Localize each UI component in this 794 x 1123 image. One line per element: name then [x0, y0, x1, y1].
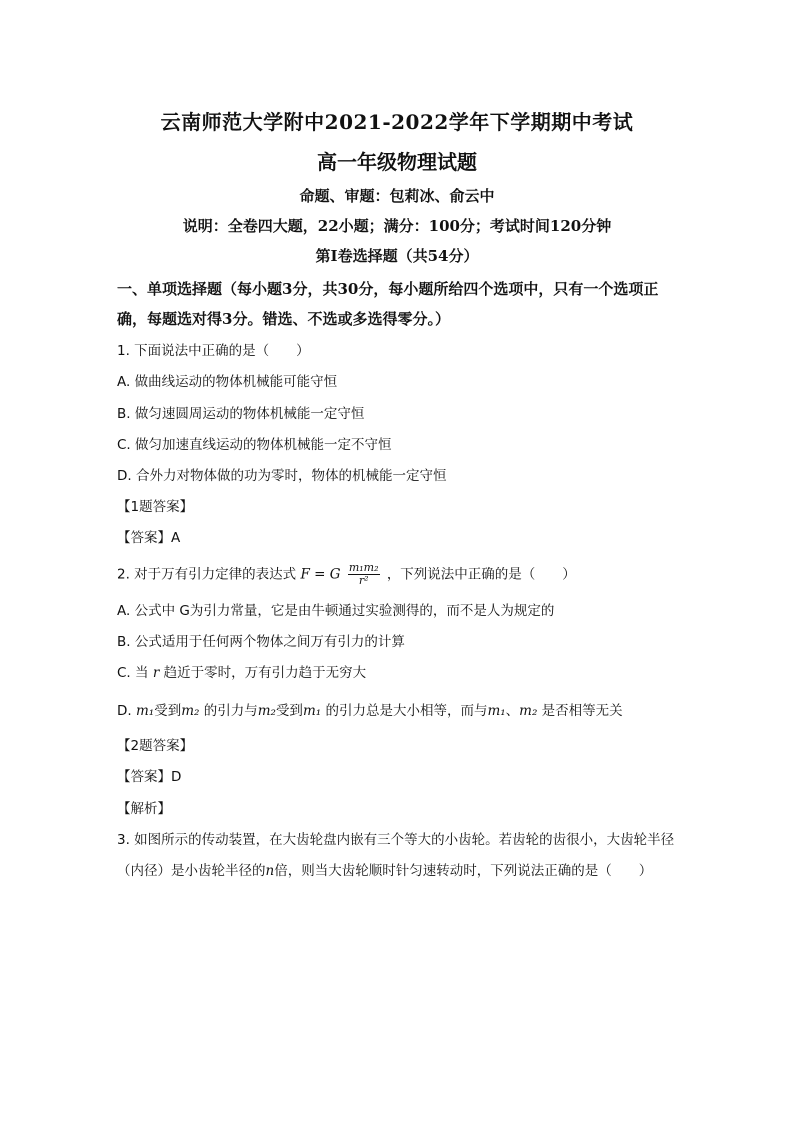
q2-answer: 【答案】D: [117, 769, 182, 785]
q2-d-m2c: m₂: [519, 703, 538, 719]
q2-d-part4: 受到: [275, 703, 303, 719]
q2-formula-lhs: F: [300, 566, 310, 583]
q2-d-part3: 的引力与: [199, 703, 258, 719]
q2-option-c-suffix: 趋近于零时，万有引力趋于无穷大: [159, 665, 367, 681]
section-heading-line2: 确，每题选对得3分。错选、不选或多选得零分。）: [117, 310, 450, 328]
q2-stem-prefix: 2. 对于万有引力定律的表达式: [117, 566, 297, 583]
q2-d-part1: D.: [117, 703, 136, 719]
q2-d-m2: m₂: [181, 703, 200, 719]
q2-d-part2: 受到: [154, 703, 182, 719]
exam-authors: 命题、审题：包莉冰、俞云中: [299, 187, 495, 205]
q2-formula-denominator: r²: [358, 574, 369, 587]
q3-line2-suffix: 倍，则当大齿轮顺时针匀速转动时，下列说法正确的是（ ）: [274, 863, 653, 879]
q1-option-b: B. 做匀速圆周运动的物体机械能一定守恒: [117, 406, 365, 422]
q1-answer-tag: 【1题答案】: [117, 499, 194, 515]
q2-formula-fraction: [348, 562, 380, 587]
q2-option-b: B. 公式适用于任何两个物体之间万有引力的计算: [117, 634, 405, 650]
q2-option-c-prefix: C. 当: [117, 665, 153, 681]
q2-option-c-var: r: [152, 665, 160, 681]
q2-d-m1: m₁: [135, 703, 155, 719]
q1-option-d: D. 合外力对物体做的功为零时，物体的机械能一定守恒: [117, 468, 447, 484]
q3-line2-var: n: [265, 863, 275, 879]
q2-analysis: 【解析】: [117, 801, 171, 817]
q2-d-m2b: m₂: [257, 703, 276, 719]
q2-d-part5: 的引力总是大小相等，而与: [321, 703, 488, 719]
q1-answer: 【答案】A: [117, 530, 181, 546]
section-heading-line1: 一、单项选择题（每小题3分，共30分，每小题所给四个选项中，只有一个选项正: [117, 280, 659, 298]
q3-line2-prefix: （内径）是小齿轮半径的: [117, 863, 266, 879]
exam-instructions: 说明：全卷四大题，22小题；满分：100分；考试时间120分钟: [182, 217, 612, 235]
q2-option-a: A. 公式中 G为引力常量，它是由牛顿通过实验测得的，而不是人为规定的: [117, 603, 555, 619]
section-heading: [117, 274, 707, 334]
q2-option-d: [117, 701, 623, 721]
part-heading: 第Ⅰ卷选择题（共54分）: [315, 247, 479, 265]
q1-stem: 1. 下面说法中正确的是（ ）: [117, 343, 310, 359]
q2-answer-tag: 【2题答案】: [117, 738, 194, 754]
q2-stem: [117, 562, 576, 587]
q2-stem-suffix: ，下列说法中正确的是（ ）: [386, 566, 576, 583]
q2-d-m1c: m₁: [487, 703, 506, 719]
q3-line1: 3. 如图所示的传动装置，在大齿轮盘内嵌有三个等大的小齿轮。若齿轮的齿很小，大齿轮半径: [117, 832, 675, 848]
q1-option-c: C. 做匀加速直线运动的物体机械能一定不守恒: [117, 437, 392, 453]
q2-d-part7: 是否相等无关: [537, 703, 623, 719]
q2-d-m1b: m₁: [302, 703, 322, 719]
exam-title: 云南师范大学附中2021-2022学年下学期期中考试: [160, 110, 634, 134]
q2-d-part6: 、: [505, 703, 520, 719]
q2-option-c: [117, 663, 366, 683]
q2-formula-eq: = G: [309, 566, 341, 583]
q2-formula-numerator: m₁m₂: [348, 561, 379, 574]
exam-subtitle: 高一年级物理试题: [317, 150, 477, 174]
q1-option-a: A. 做曲线运动的物体机械能可能守恒: [117, 374, 338, 390]
q3-line2: [117, 861, 652, 881]
